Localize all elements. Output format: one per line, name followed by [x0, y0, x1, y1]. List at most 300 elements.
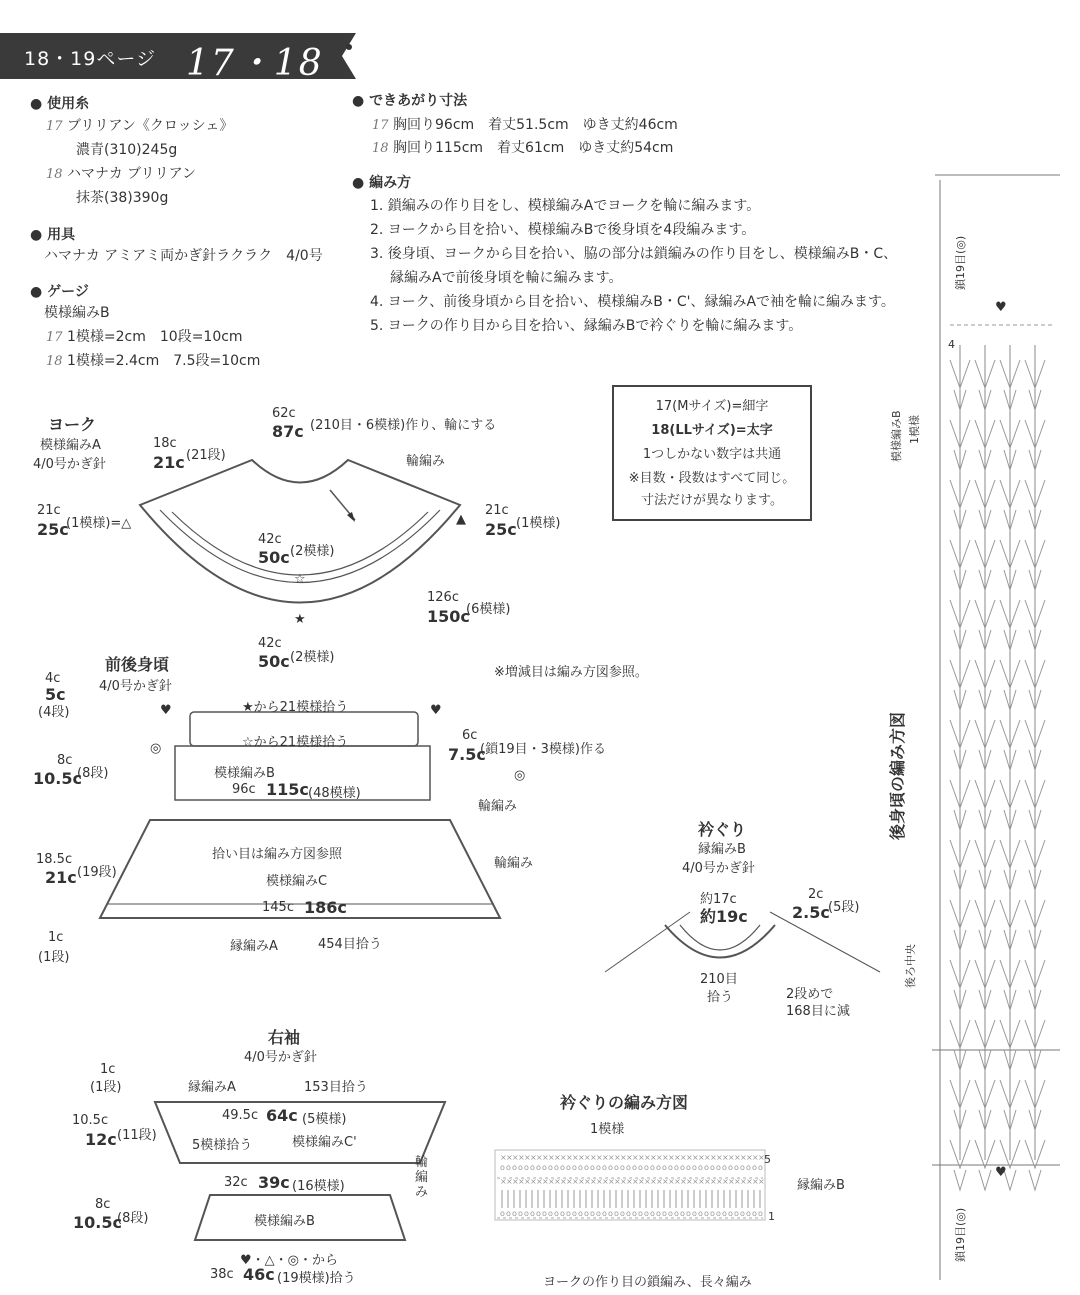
yoke-bot-17: 42c: [258, 636, 282, 651]
heart-marker-left: ♥: [160, 703, 172, 718]
chart-stitch-symbol: o: [530, 1163, 535, 1172]
body-b-17: 8c: [57, 753, 73, 768]
chart-stitch-symbol: ×: [692, 1153, 699, 1162]
chart-stitch-symbol: ×: [620, 1153, 627, 1162]
yoke-star-open: ☆: [294, 572, 306, 587]
chart-stitch-symbol: o: [674, 1163, 679, 1172]
circle-marker-right: ◎: [514, 768, 526, 783]
stitch-motif: [950, 600, 970, 650]
stitch-motif: [1000, 420, 1020, 470]
chart-stitch-symbol: ×: [716, 1153, 723, 1162]
method-step-5: 5. ヨークの作り目から目を拾い、縁編みBで衿ぐりを輪に編みます。: [370, 318, 803, 334]
chart-stitch-symbol: ×: [524, 1153, 531, 1162]
chart-stitch-symbol: ×: [554, 1153, 561, 1162]
chart-stitch-symbol: ×: [596, 1177, 603, 1186]
chart-stitch-symbol: ×: [542, 1177, 549, 1186]
gauge-18: 18 1模様=2.4cm 7.5段=10cm: [46, 353, 261, 369]
chart-stitch-symbol: o: [650, 1163, 655, 1172]
chart-stitch-symbol: ×: [518, 1177, 525, 1186]
chart-stitch-symbol: ×: [734, 1153, 741, 1162]
chart-stitch-symbol: o: [524, 1209, 529, 1218]
chart-stitch-symbol: o: [608, 1163, 613, 1172]
yoke-bot-note: (2模様): [290, 650, 335, 665]
stitch-motif: [950, 360, 970, 410]
chart-stitch-symbol: ×: [578, 1153, 585, 1162]
chart-stitch-symbol: o: [728, 1163, 733, 1172]
body-b-18: 10.5c: [33, 769, 82, 788]
sleeve-hook: 4/0号かぎ針: [244, 1050, 317, 1065]
back-chart-row-4: 4: [948, 338, 955, 351]
chart-stitch-symbol: o: [614, 1163, 619, 1172]
sleeve-c-17: 10.5c: [72, 1113, 109, 1128]
yarn-18: 18 ハマナカ ブリリアン: [46, 166, 197, 182]
body-width-17: 96c: [232, 782, 256, 797]
stitch-motif: [950, 1080, 970, 1130]
stitch-motif: [1000, 540, 1020, 590]
sleeve-pattern-b: 模様編みB: [254, 1214, 315, 1229]
yoke-star-filled: ★: [294, 612, 306, 627]
stitch-motif: [1000, 660, 1020, 710]
chart-stitch-symbol: ×: [638, 1177, 645, 1186]
chart-stitch-symbol: o: [578, 1209, 583, 1218]
back-chart-title-text: 後身頃の編み方図: [888, 711, 907, 840]
stitch-motif: [1000, 720, 1020, 770]
stitch-motif: [1025, 1140, 1045, 1190]
sleeve-e-17: 1c: [100, 1062, 116, 1077]
chart-stitch-symbol: o: [542, 1209, 547, 1218]
chart-stitch-symbol: ×: [608, 1153, 615, 1162]
chart-stitch-symbol: o: [734, 1209, 739, 1218]
yoke-mid-17: 42c: [258, 532, 282, 547]
chart-stitch-symbol: o: [704, 1209, 709, 1218]
collar-pick-2: 拾う: [707, 990, 734, 1005]
stitch-motif: [1000, 1080, 1020, 1130]
chart-stitch-symbol: o: [746, 1209, 751, 1218]
chart-stitch-symbol: o: [596, 1163, 601, 1172]
body-edge-17: 1c: [48, 930, 64, 945]
chart-stitch-symbol: ×: [602, 1153, 609, 1162]
chart-stitch-symbol: o: [512, 1209, 517, 1218]
chart-stitch-symbol: o: [506, 1163, 511, 1172]
collar-chart-edging: 縁編みB: [797, 1178, 845, 1193]
chart-stitch-symbol: o: [608, 1209, 613, 1218]
chart-stitch-symbol: ×: [704, 1153, 711, 1162]
back-chart-center: 後ろ中央: [904, 944, 917, 988]
yoke-mid-note: (2模様): [290, 544, 335, 559]
body-c-18: 21c: [45, 868, 77, 887]
chart-stitch-symbol: ×: [674, 1153, 681, 1162]
chart-stitch-symbol: o: [518, 1209, 523, 1218]
chart-stitch-symbol: o: [758, 1163, 763, 1172]
chart-stitch-symbol: ×: [644, 1177, 651, 1186]
sleeve-bot-17: 38c: [210, 1267, 234, 1282]
chart-stitch-symbol: ×: [536, 1153, 543, 1162]
chart-stitch-symbol: o: [626, 1163, 631, 1172]
body-c-17: 18.5c: [36, 852, 73, 867]
chart-stitch-symbol: ×: [740, 1177, 747, 1186]
circle-marker-left: ◎: [150, 741, 162, 756]
body-edge-rows: (1段): [38, 950, 70, 965]
stitch-motif: [1000, 360, 1020, 410]
gauge-pattern: 模様編みB: [44, 305, 110, 321]
body-hem-17: 145c: [262, 900, 294, 915]
sleeve-e-rows: (1段): [90, 1080, 122, 1095]
body-edging-a: 縁編みA: [230, 939, 278, 954]
tools-heading: ● 用具: [30, 227, 76, 243]
chart-stitch-symbol: o: [596, 1209, 601, 1218]
collar-chart-row-1: 1: [768, 1210, 775, 1223]
stitch-motif: [975, 1140, 995, 1190]
chart-stitch-symbol: ×: [572, 1177, 579, 1186]
stitch-motif: [975, 360, 995, 410]
collar-chart-repeat: 1模様: [590, 1122, 625, 1137]
chart-stitch-symbol: o: [686, 1163, 691, 1172]
method-step-2: 2. ヨークから目を拾い、模様編みBで後身頃を4段編みます。: [370, 222, 756, 238]
heart-marker-right: ♥: [430, 703, 442, 718]
stitch-motif: [1025, 840, 1045, 890]
yoke-title: ヨーク: [48, 415, 97, 434]
chart-stitch-symbol: ×: [662, 1153, 669, 1162]
yoke-outer-note: (6模様): [466, 602, 511, 617]
chart-stitch-symbol: o: [704, 1163, 709, 1172]
chart-stitch-symbol: ×: [500, 1177, 507, 1186]
chart-stitch-symbol: ×: [632, 1153, 639, 1162]
body-pick-1: ★から21模様拾う: [242, 700, 349, 715]
chart-stitch-symbol: o: [554, 1163, 559, 1172]
chart-stitch-symbol: o: [506, 1209, 511, 1218]
chart-stitch-symbol: ×: [650, 1177, 657, 1186]
stitch-motif: [975, 420, 995, 470]
collar-chart-title: 衿ぐりの編み方図: [560, 1093, 689, 1112]
sleeve-top-note: (5模様): [302, 1112, 347, 1127]
sleeve-b-rows: (8段): [117, 1211, 149, 1226]
gauge-heading: ● ゲージ: [30, 284, 89, 300]
chart-stitch-symbol: o: [692, 1209, 697, 1218]
stitch-motif: [1025, 420, 1045, 470]
chart-stitch-symbol: ×: [614, 1177, 621, 1186]
chart-stitch-symbol: o: [656, 1163, 661, 1172]
chart-stitch-symbol: ×: [542, 1153, 549, 1162]
yoke-side-17-left: 21c: [37, 503, 61, 518]
body-top-18: 5c: [45, 685, 66, 704]
chart-stitch-symbol: ×: [758, 1153, 765, 1162]
chart-stitch-symbol: ×: [530, 1153, 537, 1162]
chart-stitch-symbol: o: [716, 1163, 721, 1172]
body-pick-note: 拾い目は編み方図参照: [212, 847, 343, 862]
method-step-3b: 縁編みAで前後身頃を輪に編みます。: [390, 270, 623, 286]
body-side-17: 6c: [462, 728, 478, 743]
chart-stitch-symbol: ×: [512, 1153, 519, 1162]
body-top-17: 4c: [45, 671, 61, 686]
chart-stitch-symbol: ×: [530, 1177, 537, 1186]
chart-stitch-symbol: o: [530, 1209, 535, 1218]
chart-stitch-symbol: ×: [752, 1153, 759, 1162]
stitch-motif: [950, 900, 970, 950]
chart-stitch-symbol: o: [500, 1209, 505, 1218]
yoke-side-17-right: 21c: [485, 503, 509, 518]
stitch-motif: [1025, 1020, 1045, 1070]
pattern-numbers: 17・18: [186, 43, 324, 84]
stitch-motif: [975, 780, 995, 830]
tools-text: ハマナカ アミアミ両かぎ針ラクラク 4/0号: [44, 248, 323, 264]
stitch-motif: [1025, 900, 1045, 950]
chart-stitch-symbol: ×: [704, 1177, 711, 1186]
stitch-motif: [1000, 960, 1020, 1010]
yarn-17: 17 ブリリアン《クロッシェ》: [46, 118, 234, 134]
body-width-18: 115c: [266, 780, 309, 799]
body-width-note: (48模様): [308, 786, 361, 801]
chart-stitch-symbol: ×: [584, 1177, 591, 1186]
sleeve-top-17: 49.5c: [222, 1108, 259, 1123]
chart-stitch-symbol: o: [728, 1209, 733, 1218]
chart-stitch-symbol: o: [650, 1209, 655, 1218]
chart-stitch-symbol: ×: [548, 1153, 555, 1162]
legend-line-1: 17(Mサイズ)=細字: [655, 399, 769, 414]
chart-stitch-symbol: o: [638, 1209, 643, 1218]
back-chart-pattern-b: 模様編みB: [890, 410, 903, 462]
legend-line-4: ※目数・段数はすべて同じ。: [628, 471, 796, 486]
chart-stitch-symbol: o: [680, 1163, 685, 1172]
body-b-rows: (8段): [77, 766, 109, 781]
chart-stitch-symbol: ×: [698, 1153, 705, 1162]
chart-stitch-symbol: o: [710, 1163, 715, 1172]
chart-stitch-symbol: ×: [566, 1177, 573, 1186]
method-step-3: 3. 後身頃、ヨークから目を拾い、脇の部分は鎖編みの作り目をし、模様編みB・C、: [370, 246, 898, 262]
back-chart-heart-bottom: ♥: [995, 1165, 1007, 1180]
chart-stitch-symbol: ×: [626, 1153, 633, 1162]
collar-pick: 210目: [700, 972, 738, 987]
stitch-motif: [950, 780, 970, 830]
chart-stitch-symbol: o: [584, 1209, 589, 1218]
chart-stitch-symbol: ×: [650, 1153, 657, 1162]
legend-line-2: 18(LLサイズ)=太字: [651, 423, 773, 438]
collar-chart-row-5: 5: [764, 1153, 771, 1166]
chart-stitch-symbol: ×: [590, 1177, 597, 1186]
stitch-motif: [975, 660, 995, 710]
chart-stitch-symbol: o: [626, 1209, 631, 1218]
stitch-motif: [975, 540, 995, 590]
body-c-rows: (19段): [77, 865, 117, 880]
chart-stitch-symbol: o: [590, 1163, 595, 1172]
stitch-motif: [950, 1020, 970, 1070]
finished-heading: ● できあがり寸法: [352, 93, 468, 109]
collar-title: 衿ぐり: [698, 820, 747, 839]
stitch-motif: [1000, 480, 1020, 530]
method-heading: ● 編み方: [352, 175, 412, 191]
yoke-side-18-right: 25c: [485, 520, 517, 539]
stitch-motif: [1025, 1080, 1045, 1130]
chart-stitch-symbol: o: [500, 1163, 505, 1172]
collar-dec-1: 2段めで: [786, 987, 834, 1002]
collar-chart-foot: ヨークの作り目の鎖編み、長々編み: [543, 1275, 752, 1290]
stitch-motif: [1000, 840, 1020, 890]
chart-stitch-symbol: o: [566, 1209, 571, 1218]
chart-stitch-symbol: ×: [710, 1153, 717, 1162]
stitch-motif: [950, 960, 970, 1010]
chart-stitch-symbol: ×: [728, 1177, 735, 1186]
chart-stitch-symbol: o: [602, 1163, 607, 1172]
sleeve-b-18: 10.5c: [73, 1213, 122, 1232]
chart-stitch-symbol: ×: [506, 1153, 513, 1162]
chart-stitch-symbol: ×: [500, 1153, 507, 1162]
sleeve-mid-17: 32c: [224, 1175, 248, 1190]
chart-stitch-symbol: ×: [638, 1153, 645, 1162]
stitch-motif: [1025, 660, 1045, 710]
chart-stitch-symbol: o: [722, 1163, 727, 1172]
chart-stitch-symbol: ×: [554, 1177, 561, 1186]
chart-stitch-symbol: ×: [644, 1153, 651, 1162]
chart-stitch-symbol: o: [758, 1209, 763, 1218]
sleeve-top-18: 64c: [266, 1106, 298, 1125]
stitch-motif: [975, 1020, 995, 1070]
chart-stitch-symbol: o: [698, 1209, 703, 1218]
stitch-motif: [1000, 900, 1020, 950]
sleeve-pick-5: 5模様拾う: [192, 1138, 253, 1153]
method-step-4: 4. ヨーク、前後身頃から目を拾い、模様編みB・C'、縁編みAで袖を輪に編みます。: [370, 294, 895, 310]
chart-stitch-symbol: o: [632, 1163, 637, 1172]
chart-stitch-symbol: o: [548, 1209, 553, 1218]
yoke-triangle-marker: ▲: [456, 512, 466, 527]
chart-stitch-symbol: ×: [518, 1153, 525, 1162]
body-round-1: 輪編み: [478, 799, 518, 814]
yoke-side-note-right: (1模様): [516, 516, 561, 531]
sleeve-c-18: 12c: [85, 1130, 117, 1149]
sleeve-bot-note: (19模様)拾う: [277, 1271, 356, 1286]
body-hem-18: 186c: [304, 898, 347, 917]
body-pick-2: ☆から21模様拾う: [242, 735, 349, 750]
chart-stitch-symbol: ×: [668, 1153, 675, 1162]
chart-stitch-symbol: ×: [710, 1177, 717, 1186]
body-top-rows: (4段): [38, 705, 70, 720]
chart-stitch-symbol: ×: [626, 1177, 633, 1186]
chart-stitch-symbol: ×: [566, 1153, 573, 1162]
body-title: 前後身頃: [105, 655, 170, 674]
chart-stitch-symbol: ×: [752, 1177, 759, 1186]
yoke-side-note-left: (1模様)=△: [66, 516, 132, 531]
chart-stitch-symbol: o: [614, 1209, 619, 1218]
collar-h-17: 2c: [808, 887, 824, 902]
chart-stitch-symbol: o: [572, 1163, 577, 1172]
stitch-motif: [1025, 480, 1045, 530]
chart-stitch-symbol: o: [668, 1209, 673, 1218]
body-side-note: (鎖19目・3模様)作る: [480, 742, 606, 757]
yoke-outer-18: 150c: [427, 607, 470, 626]
chart-stitch-symbol: o: [752, 1163, 757, 1172]
method-step-1: 1. 鎖編みの作り目をし、模様編みAでヨークを輪に編みます。: [370, 198, 761, 214]
chart-stitch-symbol: ×: [722, 1153, 729, 1162]
body-side-18: 7.5c: [448, 745, 486, 764]
chart-stitch-symbol: ×: [524, 1177, 531, 1186]
body-note: ※増減目は編み方図参照。: [494, 665, 648, 680]
chart-stitch-symbol: ×: [506, 1177, 513, 1186]
chart-stitch-symbol: ×: [722, 1177, 729, 1186]
yoke-neck-17: 62c: [272, 406, 296, 421]
chart-stitch-symbol: o: [542, 1163, 547, 1172]
sleeve-b-17: 8c: [95, 1197, 111, 1212]
sleeve-edging-a: 縁編みA: [188, 1080, 236, 1095]
sleeve-round: 輪編み: [415, 1155, 429, 1200]
stitch-motif: [1000, 780, 1020, 830]
back-chart-chain-top: 鎖19目(◎): [954, 235, 967, 290]
chart-stitch-symbol: o: [560, 1209, 565, 1218]
chart-stitch-symbol: ×: [632, 1177, 639, 1186]
stitch-motif: [975, 600, 995, 650]
chart-stitch-symbol: o: [722, 1209, 727, 1218]
stitch-motif: [950, 720, 970, 770]
stitch-motif: [950, 540, 970, 590]
collar-hook: 4/0号かぎ針: [682, 861, 755, 876]
body-pattern-b: 模様編みB: [214, 766, 275, 781]
chart-stitch-symbol: o: [740, 1209, 745, 1218]
chart-stitch-symbol: ×: [596, 1153, 603, 1162]
yoke-outer-17: 126c: [427, 590, 459, 605]
chart-stitch-symbol: ×: [560, 1153, 567, 1162]
chart-stitch-symbol: ×: [728, 1153, 735, 1162]
stitch-motif: [1025, 360, 1045, 410]
chart-stitch-symbol: o: [554, 1209, 559, 1218]
sleeve-title: 右袖: [268, 1028, 301, 1047]
page-label: 18・19ページ: [24, 48, 156, 70]
chart-stitch-symbol: o: [572, 1209, 577, 1218]
chart-stitch-symbol: o: [692, 1163, 697, 1172]
chart-stitch-symbol: ×: [608, 1177, 615, 1186]
chart-stitch-symbol: o: [566, 1163, 571, 1172]
stitch-motif: [975, 480, 995, 530]
chart-stitch-symbol: o: [716, 1209, 721, 1218]
collar-w-18: 約19c: [700, 907, 748, 926]
chart-stitch-symbol: ×: [590, 1153, 597, 1162]
collar-rows: (5段): [828, 900, 860, 915]
yoke-depth-rows: (21段): [186, 448, 226, 463]
chart-stitch-symbol: ×: [686, 1177, 693, 1186]
stitch-motif: [975, 960, 995, 1010]
chart-stitch-symbol: ×: [614, 1153, 621, 1162]
legend-line-3: 1つしかない数字は共通: [642, 447, 782, 462]
stitch-motif: [950, 1140, 970, 1190]
sleeve-bot-18: 46c: [243, 1265, 275, 1284]
chart-stitch-symbol: o: [740, 1163, 745, 1172]
finished-17: 17 胸回り96cm 着丈51.5cm ゆき丈約46cm: [372, 117, 678, 133]
chart-stitch-symbol: o: [518, 1163, 523, 1172]
chart-stitch-symbol: ×: [668, 1177, 675, 1186]
collar-w-17: 約17c: [700, 892, 737, 907]
chart-stitch-symbol: ×: [656, 1177, 663, 1186]
finished-18: 18 胸回り115cm 着丈61cm ゆき丈約54cm: [372, 140, 674, 156]
collar-pattern: 縁編みB: [698, 842, 746, 857]
chart-stitch-symbol: ×: [686, 1153, 693, 1162]
stitch-motif: [1025, 960, 1045, 1010]
stitch-motif: [1025, 720, 1045, 770]
chart-stitch-symbol: ×: [620, 1177, 627, 1186]
chart-stitch-symbol: o: [524, 1163, 529, 1172]
chart-stitch-symbol: ×: [560, 1177, 567, 1186]
chart-stitch-symbol: o: [644, 1163, 649, 1172]
yarn-17-color: 濃青(310)245g: [76, 142, 178, 158]
stitch-motif: [1025, 540, 1045, 590]
chart-stitch-symbol: ×: [698, 1177, 705, 1186]
sleeve-pattern-c2: 模様編みC': [292, 1135, 357, 1150]
stitch-motif: [950, 420, 970, 470]
chart-stitch-symbol: ×: [578, 1177, 585, 1186]
yoke-pattern: 模様編みA: [40, 438, 101, 453]
chart-stitch-symbol: o: [602, 1209, 607, 1218]
chart-stitch-symbol: ×: [584, 1153, 591, 1162]
chart-stitch-symbol: o: [656, 1209, 661, 1218]
stitch-motif: [1000, 600, 1020, 650]
stitch-motif: [950, 840, 970, 890]
back-chart-title: [885, 680, 925, 880]
chart-stitch-symbol: ×: [680, 1153, 687, 1162]
